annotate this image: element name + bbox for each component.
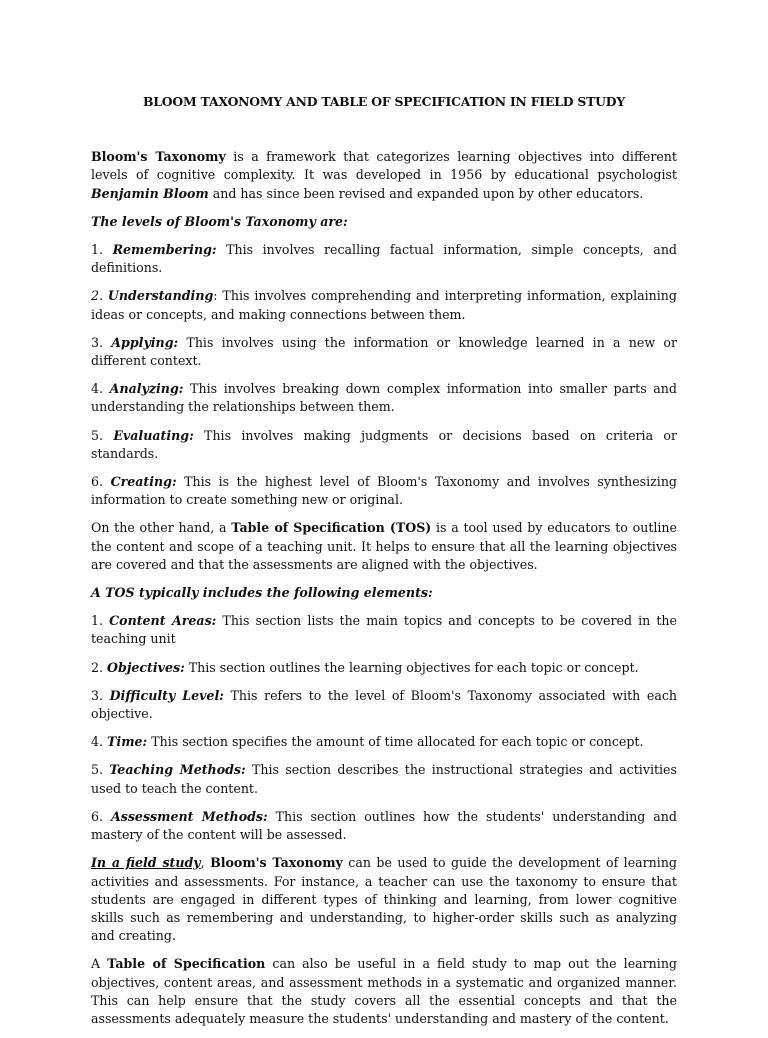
tos-intro-term: Table of Specification (TOS) <box>231 520 432 536</box>
tos-element-5 <box>91 761 677 797</box>
level-desc: : This involves comprehending and interpreting information, explaining ideas or concepts, and making connections between them. <box>91 288 677 322</box>
level-term: Analyzing: <box>109 381 184 397</box>
document-title: BLOOM TAXONOMY AND TABLE OF SPECIFICATION IN FIELD STUDY <box>143 94 625 109</box>
level-item-2 <box>91 287 677 323</box>
tos-element-desc: This section describes the instructional strategies and activities used to teach the content. <box>91 762 677 796</box>
level-desc: This involves using the information or knowledge learned in a new or different context. <box>91 334 677 369</box>
tos-element-2 <box>91 659 677 677</box>
field-study-comma: , <box>200 855 211 871</box>
level-item-4 <box>91 380 677 416</box>
level-number: 3. <box>91 334 104 350</box>
intro-text-1: is a framework that categorizes learning objectives into different levels of cognitive complexity. It was developed in 1956 by educational psychologist <box>91 149 677 183</box>
intro-term: Bloom's Taxonomy <box>91 149 226 165</box>
tos-element-term: Difficulty Level: <box>109 687 224 703</box>
level-item-3 <box>91 334 677 370</box>
field-study-text: can be used to guide the development of learning activities and assessments. For instance, a teacher can use the taxonomy to ensure that students are engaged in different types of thinking and learning, from lower cognitive skills such as remembering and understanding, to higher-order skills such as analyzing and creating. <box>91 855 677 944</box>
level-desc: This is the highest level of Bloom's Taxonomy and involves synthesizing information to create something new or original. <box>91 474 677 508</box>
levels-heading: The levels of Bloom's Taxonomy are: <box>91 213 348 229</box>
tos-element-1 <box>91 612 677 648</box>
level-term: Creating: <box>110 474 177 490</box>
level-item-5 <box>91 427 677 463</box>
level-number: 4. <box>91 381 104 397</box>
tos-field-text-1: A <box>91 956 108 972</box>
level-number: 5. <box>91 427 104 443</box>
tos-element-term: Objectives: <box>107 659 185 675</box>
level-term: Evaluating: <box>113 427 194 443</box>
level-term: Applying: <box>111 334 179 350</box>
tos-intro-paragraph <box>91 519 677 574</box>
tos-element-desc: This refers to the level of Bloom's Taxonomy associated with each objective. <box>91 687 677 722</box>
tos-element-desc: This section specifies the amount of time allocated for each topic or concept. <box>147 734 644 750</box>
level-desc: This involves recalling factual information, simple concepts, and definitions. <box>91 242 677 276</box>
tos-element-number: 2. <box>91 659 104 675</box>
level-number: 6. <box>91 474 104 490</box>
tos-element-6 <box>91 808 677 844</box>
tos-element-number: 1. <box>91 613 104 629</box>
tos-field-paragraph <box>91 955 677 1028</box>
tos-element-number: 4. <box>91 734 104 750</box>
tos-element-4 <box>91 733 677 751</box>
tos-intro-text-2: is a tool used by educators to outline the content and scope of a teaching unit. It helps to ensure that all the learning objectives are covered and that the assessments are aligned with the objectives. <box>91 520 677 572</box>
tos-field-text-2: can also be useful in a field study to map out the learning objectives, content areas, and assessment methods in a systematic and organized manner. This can help ensure that the study covers all the essential concepts and that the assessments adequately measure the students' understanding and mastery of the content. <box>91 956 677 1026</box>
intro-paragraph <box>91 148 677 203</box>
tos-element-desc: This section lists the main topics and concepts to be covered in the teaching unit <box>91 613 677 647</box>
intro-text-2: and has since been revised and expanded upon by other educators. <box>208 185 644 201</box>
level-number: 1. <box>91 242 104 258</box>
tos-element-number: 5. <box>91 762 104 778</box>
tos-element-3 <box>91 687 677 723</box>
level-term: Remembering: <box>112 242 217 258</box>
tos-element-term: Teaching Methods: <box>109 762 246 778</box>
level-item-1 <box>91 241 677 277</box>
field-study-lead: In a field study <box>91 855 201 871</box>
level-number: 2. <box>91 288 104 304</box>
tos-element-desc: This section outlines how the students' understanding and mastery of the content will be assessed. <box>91 808 677 843</box>
level-item-6 <box>91 473 677 509</box>
tos-element-term: Time: <box>107 734 148 750</box>
tos-element-term: Content Areas: <box>109 613 217 629</box>
document-body <box>91 93 677 1038</box>
tos-element-term: Assessment Methods: <box>110 808 268 824</box>
tos-heading: A TOS typically includes the following elements: <box>91 585 433 601</box>
intro-person: Benjamin Bloom <box>91 185 209 201</box>
field-study-paragraph <box>91 854 677 945</box>
tos-element-number: 3. <box>91 687 104 703</box>
level-term: Understanding <box>107 288 214 304</box>
tos-element-desc: This section outlines the learning objectives for each topic or concept. <box>184 659 639 675</box>
tos-intro-text-1: On the other hand, a <box>91 520 232 536</box>
tos-field-term: Table of Specification <box>107 956 266 972</box>
field-study-term: Bloom's Taxonomy <box>210 855 343 871</box>
tos-element-number: 6. <box>91 808 104 824</box>
level-desc: This involves making judgments or decisions based on criteria or standards. <box>91 427 677 461</box>
level-desc: This involves breaking down complex information into smaller parts and understanding the relationships between them. <box>91 381 677 415</box>
